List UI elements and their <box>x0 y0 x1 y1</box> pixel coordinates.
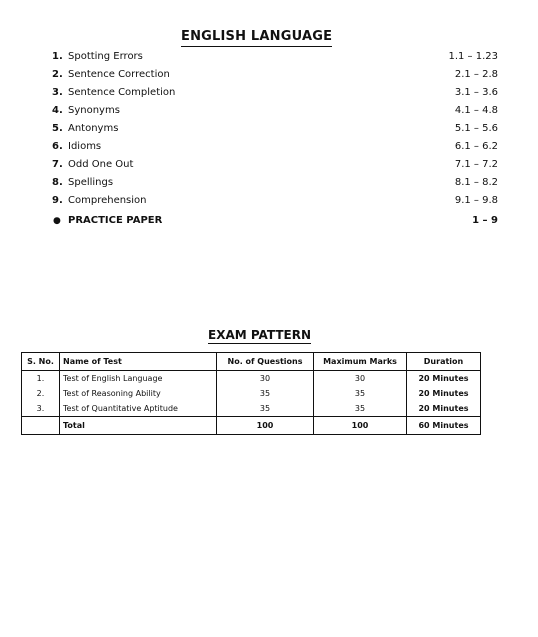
cell-questions: 35 <box>217 386 314 401</box>
toc-item-practice-paper <box>52 212 498 230</box>
toc-item-label: Synonyms <box>68 105 120 116</box>
toc-item-range: 1.1 – 1.23 <box>448 51 498 62</box>
cell-sno: 3. <box>22 401 60 417</box>
column-header-duration: Duration <box>407 353 481 371</box>
cell-questions: 35 <box>217 401 314 417</box>
exam-pattern-table <box>21 352 481 435</box>
cell-sno: 1. <box>22 371 60 387</box>
toc-item <box>52 156 498 174</box>
toc-item-number: 4. <box>52 105 63 116</box>
cell-empty <box>22 417 60 435</box>
column-header-sno: S. No. <box>22 353 60 371</box>
toc-item-label: Idioms <box>68 141 102 152</box>
toc-item-label: Spotting Errors <box>68 51 143 62</box>
column-header-marks: Maximum Marks <box>314 353 407 371</box>
toc-item <box>52 138 498 156</box>
toc-item-label: Antonyms <box>68 123 119 134</box>
toc-item-label: Comprehension <box>68 195 147 206</box>
toc-item-number: 3. <box>52 87 63 98</box>
cell-total-marks: 100 <box>314 417 407 435</box>
toc-item-range: 6.1 – 6.2 <box>454 141 498 152</box>
toc-item <box>52 102 498 120</box>
table-of-contents <box>52 48 498 230</box>
toc-item <box>52 48 498 66</box>
toc-item-number: 2. <box>52 69 63 80</box>
exam-pattern-title: EXAM PATTERN <box>208 328 312 342</box>
table-header-row <box>22 353 481 371</box>
cell-duration: 20 Minutes <box>407 386 481 401</box>
cell-test-name: Test of Quantitative Aptitude <box>60 401 217 417</box>
cell-marks: 35 <box>314 401 407 417</box>
toc-item <box>52 192 498 210</box>
cell-test-name: Test of Reasoning Ability <box>60 386 217 401</box>
bullet-icon: ● <box>53 216 61 226</box>
cell-total-label: Total <box>60 417 217 435</box>
cell-questions: 30 <box>217 371 314 387</box>
toc-item-label: PRACTICE PAPER <box>68 215 163 226</box>
toc-item-range: 1 – 9 <box>472 215 498 226</box>
cell-marks: 30 <box>314 371 407 387</box>
toc-item-range: 5.1 – 5.6 <box>454 123 498 134</box>
page-title: ENGLISH LANGUAGE <box>181 29 332 47</box>
column-header-questions: No. of Questions <box>217 353 314 371</box>
toc-item-label: Sentence Correction <box>68 69 170 80</box>
toc-item <box>52 174 498 192</box>
toc-item-label: Spellings <box>68 177 114 188</box>
toc-item-range: 9.1 – 9.8 <box>454 195 498 206</box>
toc-item-number: 5. <box>52 123 63 134</box>
toc-item-range: 8.1 – 8.2 <box>454 177 498 188</box>
toc-item-number: 8. <box>52 177 63 188</box>
column-header-name: Name of Test <box>60 353 217 371</box>
cell-total-questions: 100 <box>217 417 314 435</box>
table-row <box>22 386 481 401</box>
toc-item-number: 1. <box>52 51 63 62</box>
toc-item-number: 7. <box>52 159 63 170</box>
cell-test-name: Test of English Language <box>60 371 217 387</box>
table-row <box>22 401 481 417</box>
toc-item-range: 3.1 – 3.6 <box>454 87 498 98</box>
toc-item-range: 4.1 – 4.8 <box>454 105 498 116</box>
table-row <box>22 371 481 387</box>
cell-duration: 20 Minutes <box>407 371 481 387</box>
toc-item-range: 7.1 – 7.2 <box>454 159 498 170</box>
table-total-row <box>22 417 481 435</box>
cell-total-duration: 60 Minutes <box>407 417 481 435</box>
toc-item-number: 6. <box>52 141 63 152</box>
cell-duration: 20 Minutes <box>407 401 481 417</box>
cell-marks: 35 <box>314 386 407 401</box>
toc-item <box>52 84 498 102</box>
toc-item-label: Odd One Out <box>68 159 134 170</box>
toc-item <box>52 120 498 138</box>
cell-sno: 2. <box>22 386 60 401</box>
toc-item-label: Sentence Completion <box>68 87 176 98</box>
toc-item-number: 9. <box>52 195 63 206</box>
toc-item-range: 2.1 – 2.8 <box>454 69 498 80</box>
toc-item <box>52 66 498 84</box>
